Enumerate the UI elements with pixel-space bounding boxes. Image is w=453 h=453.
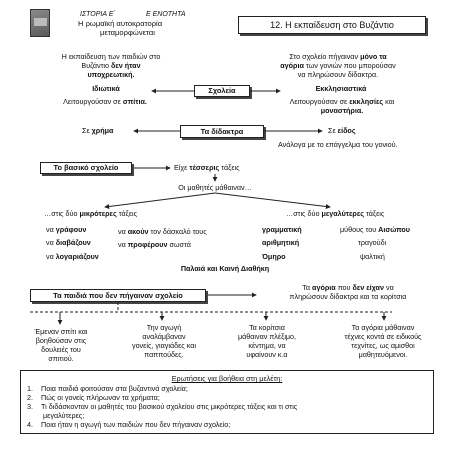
questions-box	[20, 370, 434, 434]
intro-left	[36, 52, 186, 79]
schools-box: Σχολεία	[194, 85, 250, 97]
q-text: Πώς οι γονείς πλήρωναν τα χρήματα;	[41, 393, 160, 402]
no-school-col-3	[218, 323, 316, 359]
intro-right	[248, 52, 428, 79]
schools-text: εκκλησίες	[349, 97, 384, 106]
fees-note: Ανάλογα με το επάγγελμα του γονιού.	[278, 140, 398, 149]
church-schools-desc	[252, 97, 432, 115]
lesson-title-box	[238, 16, 426, 34]
col-line: παππούδες.	[144, 350, 184, 359]
fees-text: Σε	[82, 126, 90, 135]
intro-text: δεν ήταν	[111, 61, 141, 70]
q-text: Ποια ήταν η αγωγή των παιδιών που δεν πήγαιναν σχολείο;	[41, 420, 231, 429]
col-line: βοηθούσαν στις	[35, 336, 87, 345]
fees-text: Σε	[328, 126, 336, 135]
fees-text: είδος	[337, 126, 356, 135]
classes-text: Είχε	[174, 163, 188, 172]
item-text: διαβάζουν	[55, 238, 91, 247]
intro-left-line	[36, 61, 186, 70]
private-schools-desc	[40, 97, 170, 106]
intro-right-line	[248, 61, 428, 70]
schools-text: Λειτουργούσαν σε	[289, 97, 348, 106]
church-schools-title: Εκκλησιαστικά	[315, 84, 367, 93]
middle-item-2	[118, 240, 191, 249]
item-text: προφέρουν	[127, 240, 168, 249]
question-4	[27, 420, 230, 429]
q-num: 3.	[27, 402, 33, 411]
fees-kind	[328, 126, 356, 135]
q-num: 4.	[27, 420, 33, 429]
col-line: Τα κορίτσια	[249, 323, 285, 332]
questions-title: Ερωτήσεις για βοήθεια στη μελέτη:	[171, 374, 283, 383]
no-school-right-line	[262, 283, 434, 292]
header	[24, 8, 428, 40]
schools-text: και	[385, 97, 395, 106]
item-text: Αισώπου	[378, 225, 410, 234]
subject-line: ΙΣΤΟΡΙΑ Ε΄	[80, 11, 116, 18]
testaments: Παλαιά και Καινή Διαθήκη	[180, 264, 270, 273]
ns-text: που	[337, 283, 351, 292]
intro-left-line: υποχρεωτική.	[87, 70, 135, 79]
col-line: κέντημα, να	[248, 341, 286, 350]
item-text: να	[46, 238, 54, 247]
intro-right-line	[248, 52, 428, 61]
unit-title-1: Η ρωμαϊκή αυτοκρατορία	[78, 19, 163, 28]
four-classes	[174, 163, 240, 172]
lesson-title: 12. Η εκπαίδευση στο Βυζάντιο	[270, 20, 394, 30]
lower-item-3	[46, 252, 99, 261]
item-text: να	[46, 252, 54, 261]
item-text: να	[118, 240, 126, 249]
item-text: να	[46, 225, 54, 234]
upper-classes-label	[286, 209, 384, 218]
intro-text: Βυζάντιο	[81, 61, 110, 70]
item-text: τον δάσκαλό τους	[150, 227, 207, 236]
lower-item-2	[46, 238, 91, 247]
basic-school-box: Το βασικό σχολείο	[40, 162, 132, 174]
no-school-col-4	[328, 323, 438, 359]
col-line: τέχνες κοντά σε ειδικούς	[344, 332, 422, 341]
upper-text: …στις δύο	[286, 209, 320, 218]
col-line: υφαίνουν κ.α	[246, 350, 288, 359]
unit-title-2: μεταμορφώνεται	[100, 28, 155, 37]
q-num: 1.	[27, 384, 33, 393]
intro-left-line: Η εκπαίδευση των παιδιών στο	[61, 52, 161, 61]
col-line: Την αγωγή	[146, 323, 182, 332]
item-text: μύθους του	[340, 225, 377, 234]
lower-text: τάξεις	[118, 209, 138, 218]
no-school-right	[262, 283, 434, 301]
students-learn: Οι μαθητές μάθαιναν…	[178, 183, 252, 192]
right-item-2: τραγούδι	[358, 238, 387, 247]
item-text: σωστά	[169, 240, 191, 249]
intro-text: Στο σχολείο πήγαιναν	[289, 52, 359, 61]
question-2	[27, 393, 160, 402]
col-line: Έμεναν σπίτι και	[34, 327, 88, 336]
item-text: ακούν	[127, 227, 149, 236]
upper-text: μεγαλύτερες	[321, 209, 364, 218]
upper-item-1: γραμματική	[262, 225, 302, 234]
col-line: αναλάμβαναν	[142, 332, 186, 341]
item-text: να	[118, 227, 126, 236]
question-1	[27, 384, 188, 393]
schools-text: Λειτουργούσαν σε	[63, 97, 121, 106]
fees-money	[82, 126, 113, 135]
classes-text: τέσσερις	[189, 163, 220, 172]
col-line: μάθαιναν πλέξιμο,	[237, 332, 297, 341]
church-desc-line	[252, 97, 432, 106]
item-text: λογαριάζουν	[55, 252, 99, 261]
no-school-right-line: πληρώσουν δίδακτρα και τα κορίτσια	[289, 292, 407, 301]
intro-text: μόνο τα	[360, 52, 387, 61]
no-school-col-1	[18, 327, 104, 363]
classes-text: τάξεις	[221, 163, 240, 172]
lower-text: …στις δύο	[44, 209, 78, 218]
ns-text: αγόρια	[312, 283, 336, 292]
lower-item-1	[46, 225, 86, 234]
upper-text: τάξεις	[365, 209, 385, 218]
col-line: δουλειές του	[41, 345, 81, 354]
book-icon	[30, 9, 50, 37]
item-text: γράφουν	[55, 225, 87, 234]
question-3-cont: μεγαλύτερες;	[43, 411, 85, 420]
unit-line: Ε ΕΝΟΤΗΤΑ	[146, 11, 186, 18]
q-text: Ποια παιδιά φοιτούσαν στα βυζαντινά σχολεία;	[41, 384, 188, 393]
upper-item-2: αριθμητική	[262, 238, 300, 247]
church-desc-line: μοναστήρια.	[320, 106, 364, 115]
ns-text: να	[385, 283, 394, 292]
upper-item-3: Όμηρο	[262, 252, 286, 261]
col-line: τεχνίτες, ως αμισθοι	[351, 341, 415, 350]
col-line: Τα αγόρια μάθαιναν	[351, 323, 415, 332]
intro-text: αγόρια	[280, 61, 304, 70]
lower-text: μικρότερες	[79, 209, 117, 218]
col-line: σπιτιού.	[48, 354, 74, 363]
col-line: μαθητευόμενοι.	[358, 350, 408, 359]
fees-box: Τα δίδακτρα	[180, 125, 264, 138]
ns-text: Τα	[302, 283, 311, 292]
col-line: γονείς, γιαγιάδες και	[131, 341, 197, 350]
schools-text: σπίτια.	[122, 97, 147, 106]
ns-text: δεν είχαν	[352, 283, 384, 292]
private-schools-title: Ιδιωτικά	[92, 84, 120, 93]
question-3	[27, 402, 297, 411]
fees-text: χρήμα	[91, 126, 114, 135]
q-text: Τι διδάσκονταν οι μαθητές του βασικού σχολείου στις μικρότερες τάξεις και τι στις	[41, 402, 298, 411]
right-item-3: ψαλτική	[360, 252, 385, 261]
lower-classes-label	[44, 209, 137, 218]
no-school-box: Τα παιδιά που δεν πήγαιναν σχολείο	[30, 289, 206, 302]
no-school-col-2	[116, 323, 212, 359]
middle-item-1	[118, 227, 207, 236]
q-num: 2.	[27, 393, 33, 402]
right-item-1	[340, 225, 410, 234]
intro-right-line: να πληρώσουν δίδακτρα.	[297, 70, 379, 79]
intro-text: των γονιών που μπορούσαν	[305, 61, 396, 70]
